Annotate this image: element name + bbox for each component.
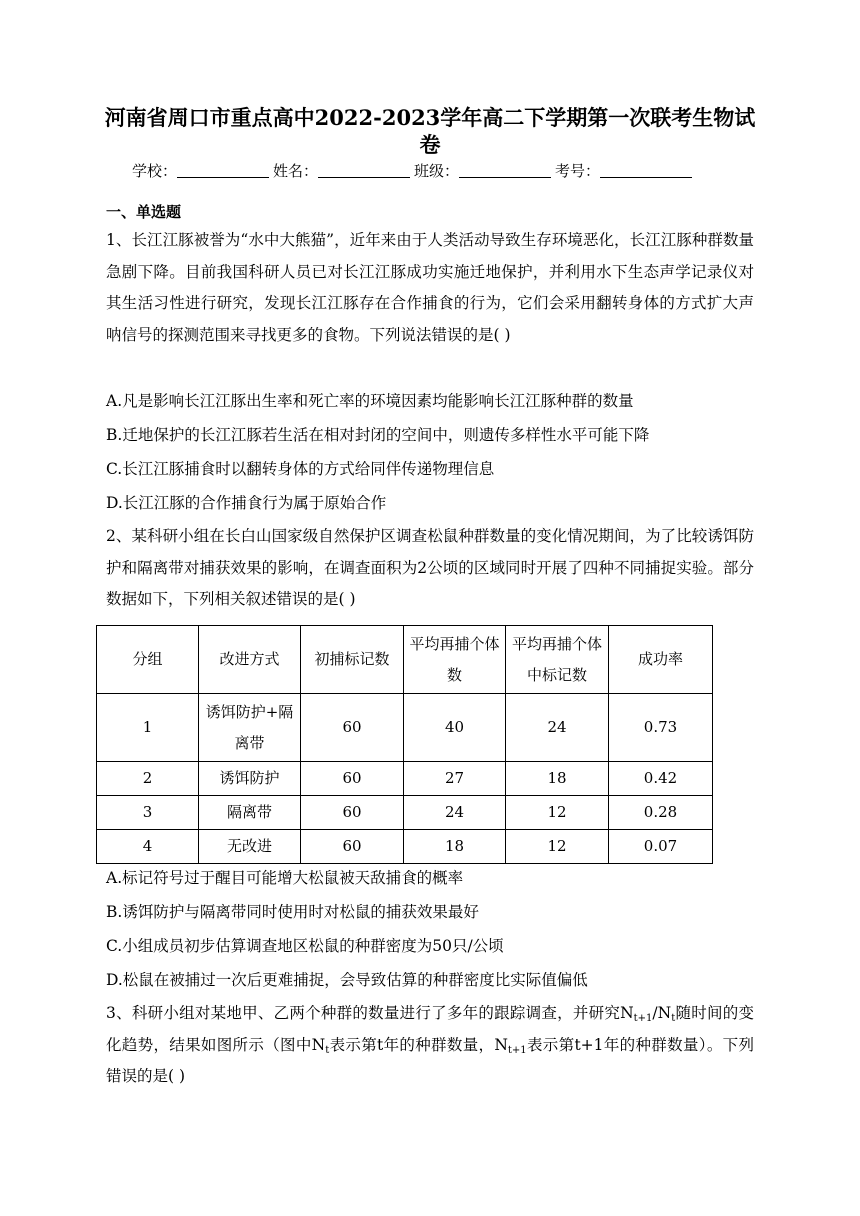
capture-data-table <box>96 625 713 864</box>
table-cell: 0.42 <box>609 762 713 796</box>
table-cell: 隔离带 <box>199 796 301 830</box>
table-cell: 27 <box>404 762 506 796</box>
table-cell: 12 <box>506 830 609 864</box>
q3-text: 表示第t+1年的种群数量）。下列错误的是( ) <box>106 1035 754 1086</box>
table-cell: 2 <box>97 762 199 796</box>
exam-title: 河南省周口市重点高中2022-2023学年高二下学期第一次联考生物试卷 <box>104 105 756 157</box>
name-blank[interactable] <box>318 163 410 178</box>
q1-stem: 1、长江江豚被誉为“水中大熊猫”，近年来由于人类活动导致生存环境恶化，长江江豚种群数量急剧下降。目前我国科研人员已对长江江豚成功实施迁地保护，并利用水下生态声学记录仪对其生活习性进行研究，发现长江江豚存在合作捕食的行为，它们会采用翻转身体的方式扩大声呐信号的探测范围来寻找更多的食物。下列说法错误的是( ) <box>106 231 754 344</box>
table-row <box>97 694 713 762</box>
q3-subscript: t <box>325 1044 330 1056</box>
table-cell: 0.07 <box>609 830 713 864</box>
section-heading: 一、单选题 <box>106 203 182 221</box>
table-row <box>97 796 713 830</box>
table-cell: 24 <box>506 694 609 762</box>
school-blank[interactable] <box>177 163 269 178</box>
table-header-cell: 平均再捕个体中标记数 <box>506 626 609 694</box>
table-header-cell: 成功率 <box>609 626 713 694</box>
student-info-line <box>132 160 696 182</box>
number-label: 考号： <box>555 162 601 180</box>
q3-subscript: t <box>671 1013 676 1024</box>
table-row <box>97 762 713 796</box>
q1-option-d: D.长江江豚的合作捕食行为属于原始合作 <box>106 494 387 512</box>
table-cell: 12 <box>506 796 609 830</box>
q2-option-b: B.诱饵防护与隔离带同时使用时对松鼠的捕获效果最好 <box>106 903 479 921</box>
q2-option-d: D.松鼠在被捕过一次后更难捕捉，会导致估算的种群密度比实际值偏低 <box>106 971 588 989</box>
table-cell: 无改进 <box>199 830 301 864</box>
q3-text: 随时间的变化趋势，结果如图所示（图中N <box>106 1004 754 1054</box>
table-cell: 0.28 <box>609 796 713 830</box>
q1-option-a: A.凡是影响长江江豚出生率和死亡率的环境因素均能影响长江江豚种群的数量 <box>106 392 634 410</box>
q3-stem <box>106 998 754 1093</box>
table-header-row <box>97 626 713 694</box>
table-header-cell: 初捕标记数 <box>301 626 404 694</box>
q3-text: 3、科研小组对某地甲、乙两个种群的数量进行了多年的跟踪调查，并研究N <box>106 1004 634 1022</box>
table-cell: 60 <box>301 694 404 762</box>
class-label: 班级： <box>414 162 460 180</box>
table-cell: 18 <box>506 762 609 796</box>
table-cell: 0.73 <box>609 694 713 762</box>
q2-stem: 2、某科研小组在长白山国家级自然保护区调查松鼠种群数量的变化情况期间，为了比较诱饵防护和隔离带对捕获效果的影响，在调查面积为2公顷的区域同时开展了四种不同捕捉实验。部分数据如下，下列相关叙述错误的是( ) <box>106 527 754 609</box>
table-cell: 3 <box>97 796 199 830</box>
school-label: 学校： <box>132 162 178 180</box>
table-header-cell: 改进方式 <box>199 626 301 694</box>
table-header-cell: 分组 <box>97 626 199 694</box>
class-blank[interactable] <box>459 163 551 178</box>
table-cell: 40 <box>404 694 506 762</box>
table-cell: 24 <box>404 796 506 830</box>
q1-option-c: C.长江江豚捕食时以翻转身体的方式给同伴传递物理信息 <box>106 460 495 478</box>
table-cell: 1 <box>97 694 199 762</box>
table-header-cell: 平均再捕个体数 <box>404 626 506 694</box>
name-label: 姓名： <box>273 162 319 180</box>
q2-option-c: C.小组成员初步估算调查地区松鼠的种群密度为50只/公顷 <box>106 937 504 955</box>
q1-option-b: B.迁地保护的长江江豚若生活在相对封闭的空间中，则遗传多样性水平可能下降 <box>106 426 650 444</box>
q3-text: 表示第t年的种群数量，N <box>329 1035 508 1054</box>
table-cell: 诱饵防护 <box>199 762 301 796</box>
table-cell: 4 <box>97 830 199 864</box>
table-cell: 60 <box>301 762 404 796</box>
number-blank[interactable] <box>600 163 692 178</box>
table-cell: 诱饵防护+隔离带 <box>199 694 301 762</box>
q2-option-a: A.标记符号过于醒目可能增大松鼠被天敌捕食的概率 <box>106 869 464 887</box>
table-row <box>97 830 713 864</box>
q3-subscript: t+1 <box>507 1044 527 1056</box>
table-cell: 60 <box>301 796 404 830</box>
q3-subscript: t+1 <box>633 1013 653 1024</box>
q3-text: /N <box>652 1004 672 1022</box>
table-cell: 18 <box>404 830 506 864</box>
table-cell: 60 <box>301 830 404 864</box>
